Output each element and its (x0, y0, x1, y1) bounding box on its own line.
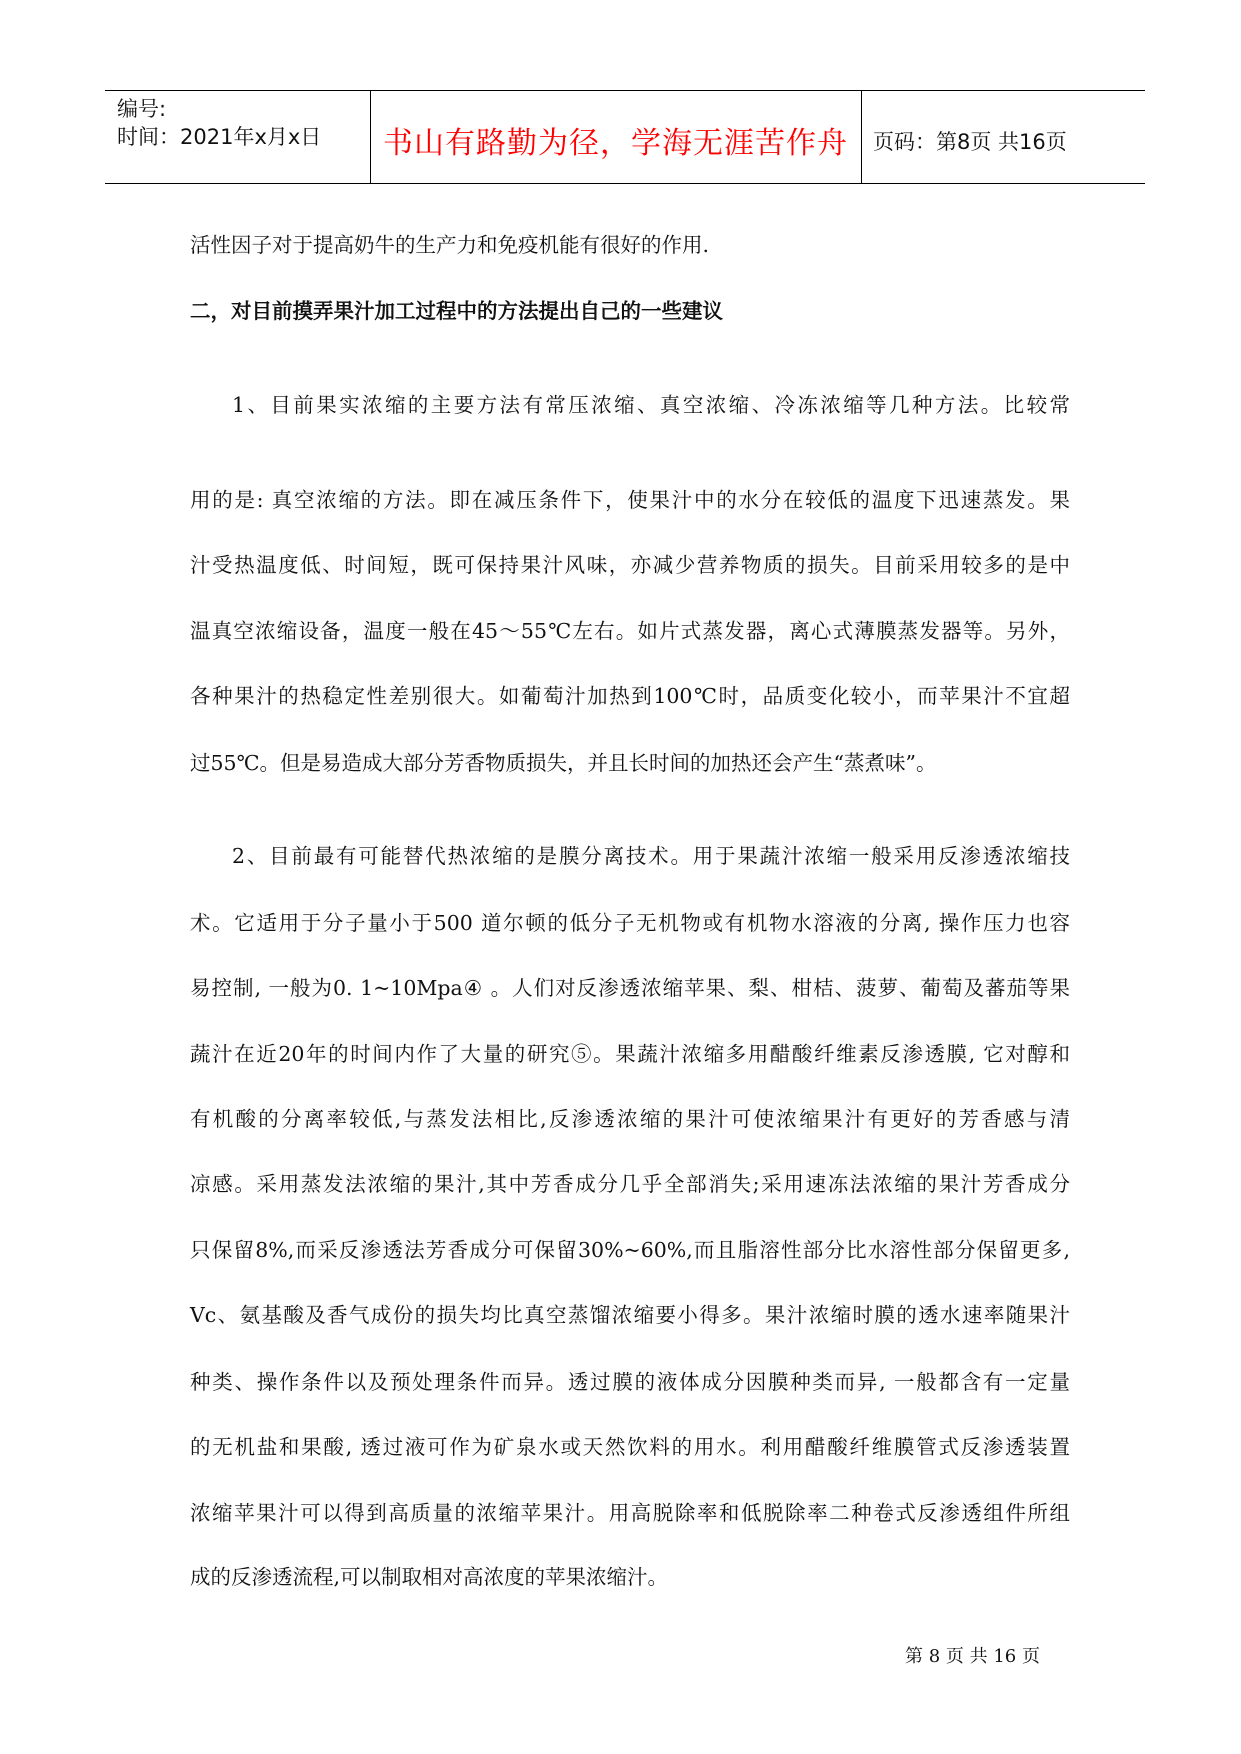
time-label: 时间：2021年x月x日 (117, 125, 322, 149)
header-divider (861, 90, 862, 183)
header-motto: 书山有路勤为径，学海无涯苦作舟 (383, 126, 848, 161)
text-line: 易控制, 一般为0. 1~10Mpa④ 。人们对反渗透浓缩苹果、梨、柑桔、菠萝、葡萄及蕃茄等果 (190, 976, 1070, 1000)
text-line: 种类、操作条件以及预处理条件而异。透过膜的液体成分因膜种类而异, 一般都含有一定量 (190, 1370, 1070, 1394)
header-bottom-border (105, 183, 1145, 184)
text-line: 蔬汁在近20年的时间内作了大量的研究⑤。果蔬汁浓缩多用醋酸纤维素反渗透膜, 它对醇和 (190, 1042, 1070, 1066)
text-line: 2、目前最有可能替代热浓缩的是膜分离技术。用于果蔬汁浓缩一般采用反渗透浓缩技 (232, 844, 1070, 868)
text-line: 浓缩苹果汁可以得到高质量的浓缩苹果汁。用高脱除率和低脱除率二种卷式反渗透组件所组 (190, 1501, 1070, 1525)
page-footer: 第 8 页 共 16 页 (905, 1646, 1040, 1667)
text-line: 凉感。采用蒸发法浓缩的果汁,其中芳香成分几乎全部消失;采用速冻法浓缩的果汁芳香成分 (190, 1172, 1070, 1196)
text-line: 只保留8%,而采反渗透法芳香成分可保留30%~60%,而且脂溶性部分比水溶性部分保留更多, (190, 1238, 1070, 1262)
text-line: 用的是: 真空浓缩的方法。即在减压条件下，使果汁中的水分在较低的温度下迅速蒸发。果 (190, 488, 1070, 512)
text-line: 1、目前果实浓缩的主要方法有常压浓缩、真空浓缩、冷冻浓缩等几种方法。比较常 (232, 393, 1070, 417)
page-label: 页码：第8页 共16页 (873, 130, 1067, 154)
text-line: 成的反渗透流程,可以制取相对高浓度的苹果浓缩汁。 (190, 1565, 669, 1589)
text-line: 汁受热温度低、时间短，既可保持果汁风味，亦减少营养物质的损失。目前采用较多的是中 (190, 553, 1070, 577)
text-line: 的无机盐和果酸, 透过液可作为矿泉水或天然饮料的用水。利用醋酸纤维膜管式反渗透装置 (190, 1435, 1070, 1459)
text-line: 温真空浓缩设备，温度一般在45～55℃左右。如片式蒸发器，离心式薄膜蒸发器等。另外， (190, 619, 1070, 643)
text-line: Vc、氨基酸及香气成份的损失均比真空蒸馏浓缩要小得多。果汁浓缩时膜的透水速率随果汁 (190, 1303, 1070, 1327)
header-top-border (105, 90, 1145, 91)
serial-label: 编号: (117, 97, 167, 121)
text-line: 各种果汁的热稳定性差别很大。如葡萄汁加热到100℃时，品质变化较小，而苹果汁不宜超 (190, 684, 1070, 708)
text-line: 活性因子对于提高奶牛的生产力和免疫机能有很好的作用. (190, 233, 710, 257)
section-heading: 二，对目前摸弄果汁加工过程中的方法提出自己的一些建议 (190, 299, 723, 323)
text-line: 有机酸的分离率较低,与蒸发法相比,反渗透浓缩的果汁可使浓缩果汁有更好的芳香感与清 (190, 1107, 1070, 1131)
text-line: 术。它适用于分子量小于500 道尔顿的低分子无机物或有机物水溶液的分离, 操作压力也容 (190, 911, 1070, 935)
text-line: 过55℃。但是易造成大部分芳香物质损失，并且长时间的加热还会产生“蒸煮味”。 (190, 751, 937, 775)
